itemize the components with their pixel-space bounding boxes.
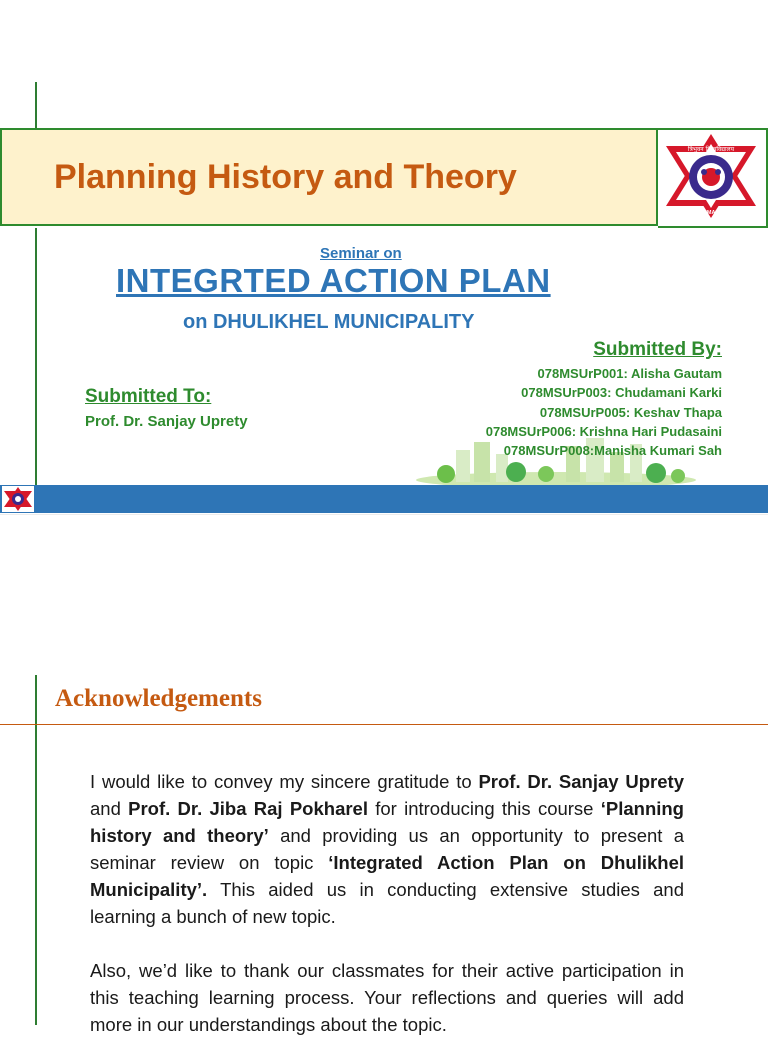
- list-item: 078MSUrP008:Manisha Kumari Sah: [503, 443, 722, 459]
- list-item: 078MSUrP001: Alisha Gautam: [537, 366, 722, 381]
- course-title-banner: [0, 128, 658, 226]
- svg-text:KATHMANDU: KATHMANDU: [692, 210, 728, 216]
- submitted-to-name: Prof. Dr. Sanjay Uprety: [85, 413, 248, 430]
- margin-line: [35, 675, 37, 1025]
- submitted-by-list: [486, 364, 722, 460]
- seminar-subtitle: on DHULIKHEL MUNICIPALITY: [183, 311, 475, 333]
- acknowledgement-paragraph-2: Also, we’d like to thank our classmates for their active participation in this teaching learning process. Your reflections and queries will add more in our understandings about the topic.: [90, 960, 684, 1035]
- heading-divider: [0, 724, 768, 725]
- acknowledgement-paragraph-1: I would like to convey my sincere gratitude to Prof. Dr. Sanjay Uprety and Prof. Dr. Jiba Raj Pokharel for introducing this course ‘Planning history and theory’ and providing us an opportunity to present a seminar review on topic ‘Integrated Action Plan on Dhulikhel Municipality’. This aided us in conducting extensive studies and learning a bunch of new topic.: [90, 771, 684, 927]
- margin-line-top: [35, 82, 37, 128]
- list-item: 078MSUrP006: Krishna Hari Pudasaini: [485, 423, 722, 439]
- tu-emblem-small-icon: [2, 486, 34, 512]
- submitted-by-label: Submitted By:: [593, 339, 722, 360]
- list-item: 078MSUrP003: Chudamani Karki: [521, 385, 722, 401]
- footer-bar: [0, 485, 768, 513]
- footer-logo: [2, 486, 34, 512]
- svg-text:NEPAL: NEPAL: [731, 210, 750, 216]
- course-title: Planning History and Theory: [54, 158, 517, 196]
- seminar-title: INTEGRTED ACTION PLAN: [116, 262, 551, 299]
- seminar-on-label: Seminar on: [320, 245, 402, 262]
- tu-emblem-icon: [658, 130, 764, 224]
- page-title: Acknowledgements: [55, 685, 262, 712]
- list-item: 078MSUrP005: Keshav Thapa: [539, 404, 722, 420]
- acknowledgements-page: [0, 514, 768, 1035]
- submitted-to-label: Submitted To:: [85, 386, 212, 407]
- svg-text:त्रिभुवन विश्वविद्यालय: त्रिभुवन विश्वविद्यालय: [687, 146, 735, 153]
- university-logo: [658, 128, 768, 228]
- margin-line-bottom: [35, 228, 37, 485]
- cover-page: [0, 0, 768, 514]
